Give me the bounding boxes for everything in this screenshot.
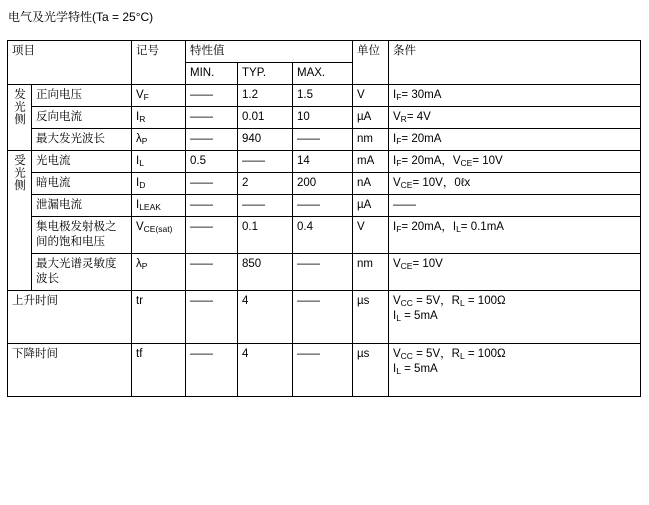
row-item: 下降时间 — [8, 344, 132, 397]
row-typ: 940 — [238, 129, 293, 151]
table-row — [8, 291, 641, 344]
row-item: 暗电流 — [32, 173, 132, 195]
row-condition: —— — [389, 195, 641, 217]
electrical-optical-characteristics-table — [7, 40, 641, 397]
row-min: —— — [186, 107, 238, 129]
row-typ: 1.2 — [238, 85, 293, 107]
row-typ: 4 — [238, 291, 293, 344]
row-item: 反向电流 — [32, 107, 132, 129]
row-typ: —— — [238, 151, 293, 173]
row-min: —— — [186, 173, 238, 195]
row-symbol: tr — [132, 291, 186, 344]
row-min: —— — [186, 85, 238, 107]
row-unit: nA — [353, 173, 389, 195]
header-characteristic-value: 特性值 — [186, 41, 353, 63]
row-min: —— — [186, 129, 238, 151]
row-item: 泄漏电流 — [32, 195, 132, 217]
table-row — [8, 129, 641, 151]
row-item: 上升时间 — [8, 291, 132, 344]
row-symbol: $I_R$ — [132, 107, 186, 129]
table-row — [8, 254, 641, 291]
row-symbol: $\lambda_P$ — [132, 254, 186, 291]
table-row — [8, 217, 641, 254]
row-min: 0.5 — [186, 151, 238, 173]
header-unit: 单位 — [353, 41, 389, 85]
row-symbol: $V_{CE(sat)}$ — [132, 217, 186, 254]
row-condition: $V_R= 4V$ — [389, 107, 641, 129]
row-symbol: $I_D$ — [132, 173, 186, 195]
row-typ: 0.01 — [238, 107, 293, 129]
row-symbol: tf — [132, 344, 186, 397]
row-unit: µA — [353, 195, 389, 217]
table-header — [8, 41, 641, 85]
row-typ: 4 — [238, 344, 293, 397]
row-unit: µs — [353, 344, 389, 397]
row-max: —— — [293, 254, 353, 291]
row-unit: µs — [353, 291, 389, 344]
row-max: 200 — [293, 173, 353, 195]
row-max: 0.4 — [293, 217, 353, 254]
row-typ: 850 — [238, 254, 293, 291]
row-unit: nm — [353, 129, 389, 151]
group-label-emitter — [8, 85, 32, 151]
row-condition: $I_F= 30mA$ — [389, 85, 641, 107]
row-min: —— — [186, 291, 238, 344]
header-condition: 条件 — [389, 41, 641, 85]
row-symbol: $I_L$ — [132, 151, 186, 173]
row-condition: $V_{CC} = 5V$，$R_L = 100\Omega$ $I_L = 5mA$ — [389, 291, 641, 344]
table-row — [8, 85, 641, 107]
group-label-text: 发光侧 — [13, 88, 25, 126]
header-max: MAX. — [293, 63, 353, 85]
row-max: —— — [293, 129, 353, 151]
table-row — [8, 195, 641, 217]
row-unit: nm — [353, 254, 389, 291]
group-label-detector — [8, 151, 32, 291]
row-condition: $I_F= 20mA$ — [389, 129, 641, 151]
row-condition: $I_F= 20mA$，$V_{CE}= 10V$ — [389, 151, 641, 173]
table-row — [8, 151, 641, 173]
row-item: 光电流 — [32, 151, 132, 173]
row-condition: $V_{CE}= 10V$ — [389, 254, 641, 291]
row-max: —— — [293, 195, 353, 217]
table-body — [8, 85, 641, 397]
row-max: —— — [293, 344, 353, 397]
row-item: 集电极发射极之间的饱和电压 — [32, 217, 132, 254]
row-symbol: $I_{LEAK}$ — [132, 195, 186, 217]
row-condition: $I_F= 20mA$，$I_L= 0.1mA$ — [389, 217, 641, 254]
header-symbol: 记号 — [132, 41, 186, 85]
row-max: 14 — [293, 151, 353, 173]
row-typ: —— — [238, 195, 293, 217]
page-title: 电气及光学特性(Ta = 25°C) — [8, 10, 154, 24]
row-unit: V — [353, 85, 389, 107]
row-min: —— — [186, 217, 238, 254]
row-max: 10 — [293, 107, 353, 129]
row-min: —— — [186, 195, 238, 217]
row-condition: $V_{CC} = 5V$，$R_L = 100\Omega$ $I_L = 5mA$ — [389, 344, 641, 397]
row-item: 正向电压 — [32, 85, 132, 107]
row-condition: $V_{CE}= 10V$，0ℓx — [389, 173, 641, 195]
row-typ: 0.1 — [238, 217, 293, 254]
row-min: —— — [186, 344, 238, 397]
header-typ: TYP. — [238, 63, 293, 85]
row-item: 最大光谱灵敏度波长 — [32, 254, 132, 291]
row-unit: V — [353, 217, 389, 254]
group-label-text: 受光侧 — [13, 154, 25, 192]
header-item: 项目 — [8, 41, 132, 85]
row-typ: 2 — [238, 173, 293, 195]
header-min: MIN. — [186, 63, 238, 85]
row-max: —— — [293, 291, 353, 344]
row-unit: mA — [353, 151, 389, 173]
table-header-row-1 — [8, 41, 641, 63]
row-symbol: $V_F$ — [132, 85, 186, 107]
row-symbol: $\lambda_P$ — [132, 129, 186, 151]
row-max: 1.5 — [293, 85, 353, 107]
row-item: 最大发光波长 — [32, 129, 132, 151]
row-min: —— — [186, 254, 238, 291]
table-row — [8, 173, 641, 195]
table-row — [8, 344, 641, 397]
row-unit: µA — [353, 107, 389, 129]
table-row — [8, 107, 641, 129]
